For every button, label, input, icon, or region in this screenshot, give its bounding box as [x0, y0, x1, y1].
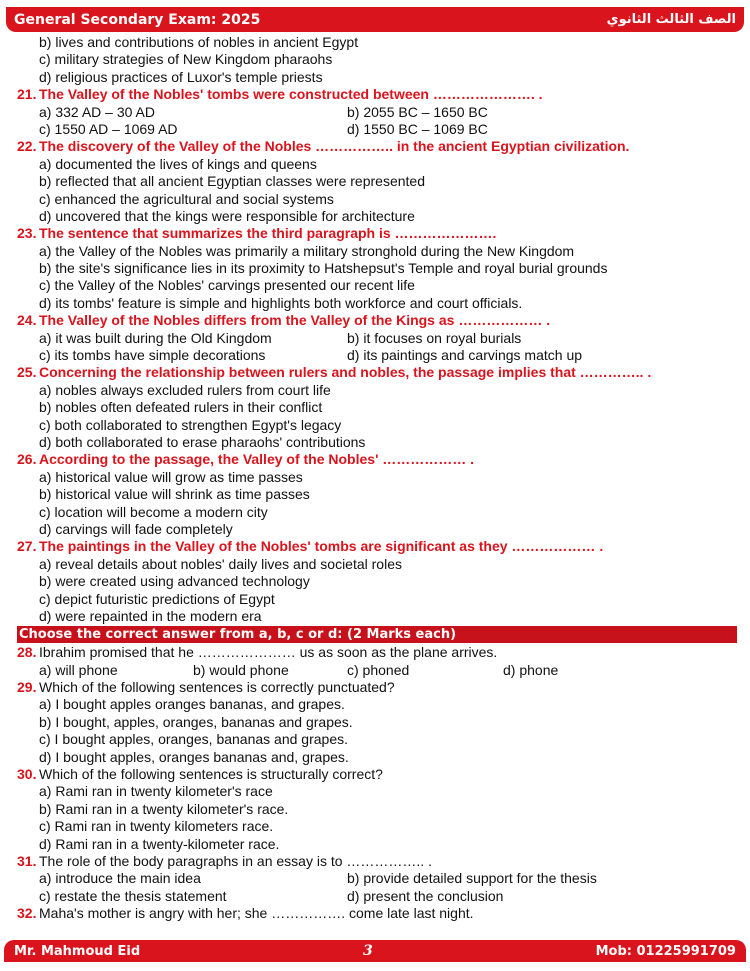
question-24: [17, 312, 737, 329]
question-number: 32.: [17, 905, 37, 922]
exam-content: [17, 34, 737, 923]
q26-option-d: d) carvings will fade completely: [39, 520, 233, 537]
q26-option-a: a) historical value will grow as time passes: [39, 468, 303, 485]
q24-option-c: c) its tombs have simple decorations: [39, 347, 266, 364]
question-28: [17, 644, 737, 661]
question-number: 28.: [17, 644, 37, 661]
question-number: 30.: [17, 766, 37, 783]
question-text: Which of the following sentences is structurally correct?: [39, 766, 383, 783]
q27-option-d: d) were repainted in the modern era: [39, 607, 262, 624]
question-number: 22.: [17, 138, 37, 155]
question-number: 23.: [17, 225, 37, 242]
q24-option-d: d) its paintings and carvings match up: [347, 347, 583, 364]
q31-option-c: c) restate the thesis statement: [39, 887, 227, 904]
q23-option-a: a) the Valley of the Nobles was primarily a military stronghold during the New Kingdom: [39, 242, 575, 259]
q23-option-b: b) the site's significance lies in its proximity to Hatshepsut's Temple and royal burial grounds: [39, 260, 608, 277]
section-heading: Choose the correct answer from a, b, c or d: (2 Marks each): [17, 626, 737, 643]
question-text: The sentence that summarizes the third paragraph is ………………….: [39, 225, 497, 242]
q28-option-c: c) phoned: [347, 661, 410, 678]
question-number: 21.: [17, 86, 37, 103]
question-23: [17, 225, 737, 242]
question-number: 29.: [17, 679, 37, 696]
q24-option-a: a) it was built during the Old Kingdom: [39, 329, 272, 346]
question-text: According to the passage, the Valley of the Nobles' ……………… .: [39, 451, 475, 468]
q29-option-b: b) I bought, apples, oranges, bananas and grapes.: [39, 713, 353, 730]
q28-option-d: d) phone: [503, 661, 559, 678]
question-text: Ibrahim promised that he ………………… us as soon as the plane arrives.: [39, 644, 498, 661]
question-number: 25.: [17, 364, 37, 381]
question-text: The role of the body paragraphs in an essay is to …………….. .: [39, 852, 432, 869]
q25-option-c: c) both collaborated to strengthen Egypt's legacy: [39, 416, 342, 433]
q26-option-b: b) historical value will shrink as time passes: [39, 486, 310, 503]
question-text: Concerning the relationship between rulers and nobles, the passage implies that ………….. .: [39, 364, 652, 381]
q22-option-a: a) documented the lives of kings and queens: [39, 155, 317, 172]
question-31: [17, 853, 737, 870]
q27-option-a: a) reveal details about nobles' daily lives and societal roles: [39, 555, 402, 572]
question-30: [17, 766, 737, 783]
q23-option-d: d) its tombs' feature is simple and highlights both workforce and court officials.: [39, 294, 523, 311]
q30-option-c: c) Rami ran in twenty kilometers race.: [39, 818, 274, 835]
question-text: The discovery of the Valley of the Nobles …………….. in the ancient Egyptian civilization.: [39, 138, 630, 155]
q25-option-b: b) nobles often defeated rulers in their conflict: [39, 399, 323, 416]
question-number: 27.: [17, 538, 37, 555]
q21-options-row-1: [17, 104, 737, 121]
q24-options-row-2: [17, 347, 737, 364]
q31-option-b: b) provide detailed support for the thesis: [347, 870, 597, 887]
q30-option-d: d) Rami ran in a twenty-kilometer race.: [39, 835, 280, 852]
footer-bar: [4, 940, 746, 962]
question-text: Maha's mother is angry with her; she ……………. come late last night.: [39, 905, 474, 922]
q20-option-d: d) religious practices of Luxor's temple priests: [39, 68, 323, 85]
page-number: 3: [362, 943, 373, 959]
question-32: [17, 905, 737, 922]
q29-option-c: c) I bought apples, oranges, bananas and grapes.: [39, 731, 348, 748]
q20-option-c: c) military strategies of New Kingdom pharaohs: [39, 51, 333, 68]
question-22: [17, 138, 737, 155]
q28-option-b: b) would phone: [193, 661, 289, 678]
question-25: [17, 364, 737, 381]
q31-options-row-1: [17, 870, 737, 887]
question-number: 26.: [17, 451, 37, 468]
q21-options-row-2: [17, 121, 737, 138]
header-bar: [6, 7, 744, 32]
q28-options-row: [17, 662, 737, 679]
q21-option-c: c) 1550 AD – 1069 AD: [39, 120, 178, 137]
grade-title: الصف الثالث الثانوي: [606, 12, 736, 27]
q20-option-b: b) lives and contributions of nobles in ancient Egypt: [39, 34, 359, 50]
q25-option-d: d) both collaborated to erase pharaohs' contributions: [39, 433, 366, 450]
q27-option-b: b) were created using advanced technology: [39, 573, 310, 590]
question-number: 24.: [17, 312, 37, 329]
question-text: The Valley of the Nobles' tombs were constructed between …………………. .: [39, 86, 543, 103]
q31-option-d: d) present the conclusion: [347, 887, 504, 904]
mobile-number: Mob: 01225991709: [595, 943, 736, 959]
question-number: 31.: [17, 852, 37, 869]
exam-title: General Secondary Exam: 2025: [14, 11, 261, 28]
q28-option-a: a) will phone: [39, 661, 118, 678]
q29-option-a: a) I bought apples oranges bananas, and grapes.: [39, 696, 345, 713]
q22-option-b: b) reflected that all ancient Egyptian classes were represented: [39, 173, 425, 190]
question-text: The Valley of the Nobles differs from the Valley of the Kings as ……………… .: [39, 312, 551, 329]
q24-options-row-1: [17, 330, 737, 347]
q21-option-a: a) 332 AD – 30 AD: [39, 103, 155, 120]
question-27: [17, 538, 737, 555]
question-29: [17, 679, 737, 696]
q30-option-b: b) Rami ran in a twenty kilometer's race.: [39, 800, 289, 817]
q21-option-d: d) 1550 BC – 1069 BC: [347, 120, 488, 137]
q29-option-d: d) I bought apples, oranges bananas and, grapes.: [39, 748, 349, 765]
question-21: [17, 86, 737, 103]
teacher-name: Mr. Mahmoud Eid: [14, 943, 141, 959]
q26-option-c: c) location will become a modern city: [39, 503, 268, 520]
question-text: Which of the following sentences is correctly punctuated?: [39, 679, 395, 696]
q30-option-a: a) Rami ran in twenty kilometer's race: [39, 783, 273, 800]
q24-option-b: b) it focuses on royal burials: [347, 329, 522, 346]
question-text: The paintings in the Valley of the Nobles' tombs are significant as they ……………… .: [39, 538, 604, 555]
q22-option-d: d) uncovered that the kings were responsible for architecture: [39, 207, 415, 224]
q25-option-a: a) nobles always excluded rulers from court life: [39, 381, 331, 398]
question-26: [17, 451, 737, 468]
q27-option-c: c) depict futuristic predictions of Egypt: [39, 590, 275, 607]
q22-option-c: c) enhanced the agricultural and social systems: [39, 190, 334, 207]
q31-option-a: a) introduce the main idea: [39, 870, 201, 887]
q21-option-b: b) 2055 BC – 1650 BC: [347, 103, 488, 120]
q23-option-c: c) the Valley of the Nobles' carvings presented our recent life: [39, 277, 415, 294]
q31-options-row-2: [17, 888, 737, 905]
